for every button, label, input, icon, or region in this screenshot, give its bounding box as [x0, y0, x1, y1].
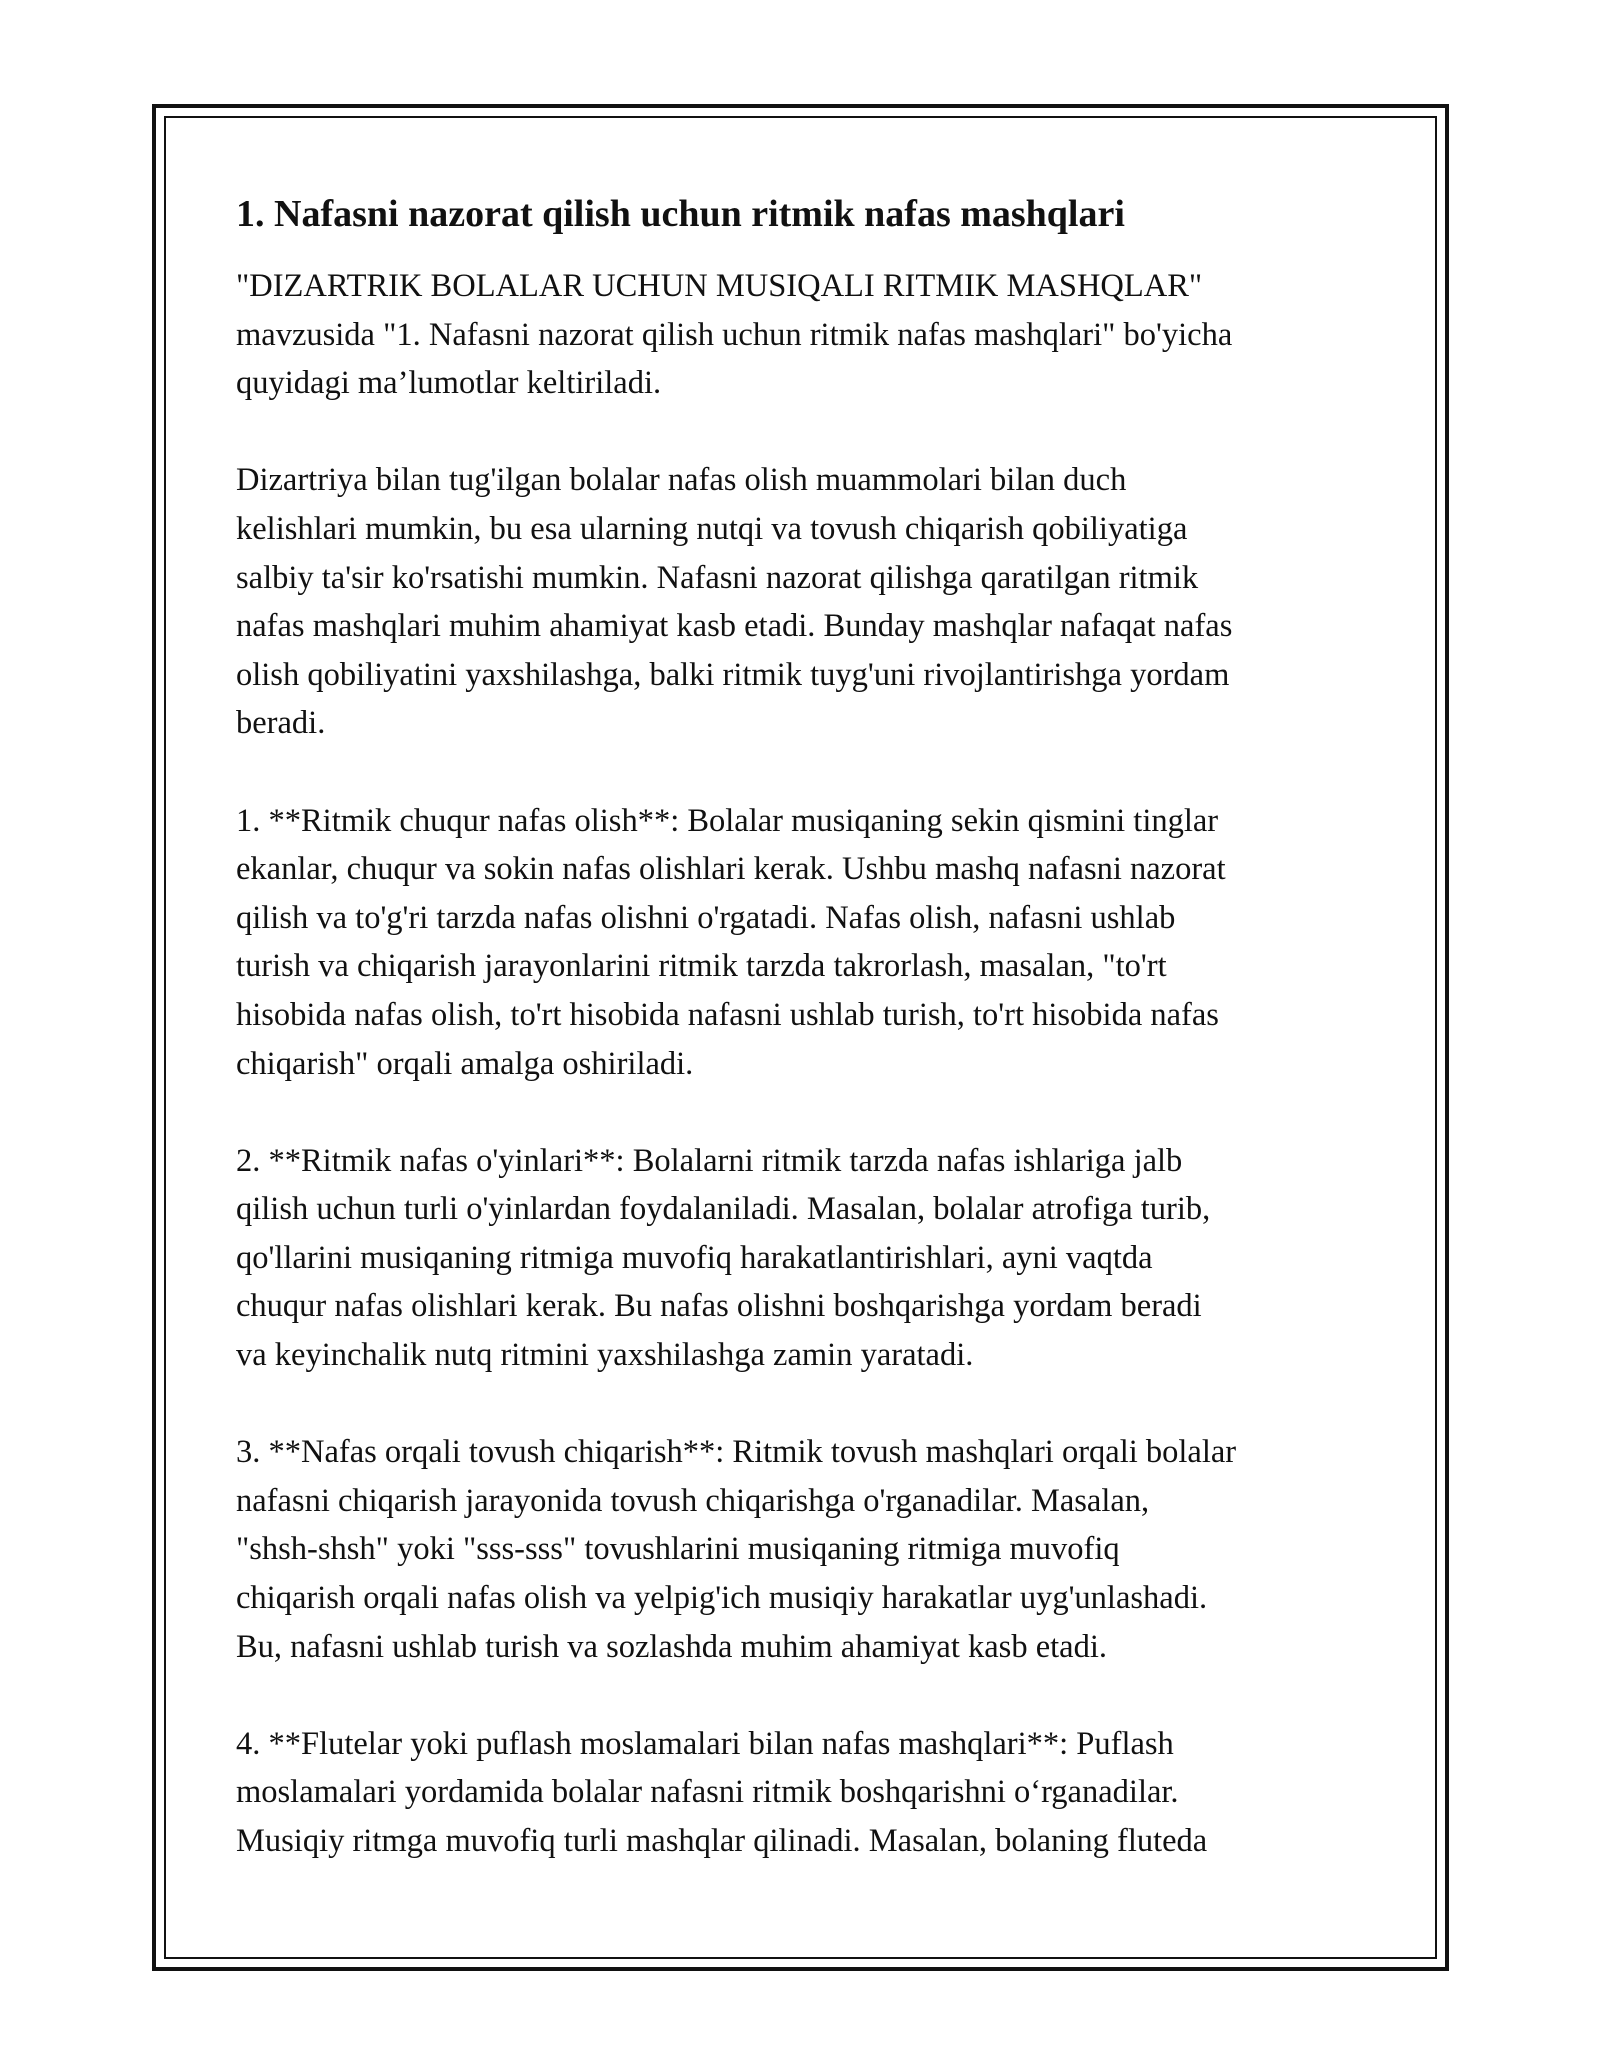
text-line: "shsh-shsh" yoki "sss-sss" tovushlarini musiqaning ritmiga muvofiq [236, 1531, 1120, 1568]
text-line: qilish uchun turli o'yinlardan foydalaniladi. Masalan, bolalar atrofiga turib, [236, 1191, 1211, 1228]
text-line: va keyinchalik nutq ritmini yaxshilashga zamin yaratadi. [236, 1337, 974, 1374]
paragraph-intro [236, 262, 1376, 408]
text-line: kelishlari mumkin, bu esa ularning nutqi va tovush chiqarish qobiliyatiga [236, 510, 1188, 547]
text-line: ekanlar, chuqur va sokin nafas olishlari kerak. Ushbu mashq nafasni nazorat [236, 851, 1226, 888]
paragraph-dizartriya [236, 456, 1376, 748]
paragraph-item-4 [236, 1720, 1376, 1866]
text-line: moslamalari yordamida bolalar nafasni ritmik boshqarishni o‘rganadilar. [236, 1774, 1179, 1811]
paragraph-item-3 [236, 1428, 1376, 1671]
text-line: olish qobiliyatini yaxshilashga, balki ritmik tuyg'uni rivojlantirishga yordam [236, 656, 1230, 693]
text-line: beradi. [236, 705, 326, 742]
paragraph-item-2 [236, 1137, 1376, 1380]
text-line: turish va chiqarish jarayonlarini ritmik tarzda takrorlash, masalan, "to'rt [236, 948, 1167, 985]
text-line: "DIZARTRIK BOLALAR UCHUN MUSIQALI RITMIK MASHQLAR" [236, 268, 1203, 304]
text-line: 3. **Nafas orqali tovush chiqarish**: Ritmik tovush mashqlari orqali bolalar [236, 1434, 1237, 1471]
text-line: nafas mashqlari muhim ahamiyat kasb etadi. Bunday mashqlar nafaqat nafas [236, 608, 1233, 645]
text-line: chiqarish" orqali amalga oshiriladi. [236, 1045, 694, 1082]
text-line: quyidagi ma’lumotlar keltiriladi. [236, 365, 662, 402]
text-line: 1. **Ritmik chuqur nafas olish**: Bolalar musiqaning sekin qismini tinglar [236, 802, 1219, 839]
text-line: salbiy ta'sir ko'rsatishi mumkin. Nafasni nazorat qilishga qaratilgan ritmik [236, 559, 1199, 596]
text-line: Dizartriya bilan tug'ilgan bolalar nafas olish muammolari bilan duch [236, 462, 1127, 499]
paragraph-item-1 [236, 797, 1376, 1089]
text-line: Musiqiy ritmga muvofiq turli mashqlar qilinadi. Masalan, bolaning fluteda [236, 1823, 1208, 1859]
text-line: nafasni chiqarish jarayonida tovush chiqarishga o'rganadilar. Masalan, [236, 1482, 1150, 1519]
text-line: qilish va to'g'ri tarzda nafas olishni o'rgatadi. Nafas olish, nafasni ushlab [236, 899, 1176, 936]
text-line: qo'llarini musiqaning ritmiga muvofiq harakatlantirishlari, ayni vaqtda [236, 1239, 1153, 1276]
text-line: mavzusida "1. Nafasni nazorat qilish uchun ritmik nafas mashqlari" bo'yicha [236, 316, 1233, 353]
text-line: chiqarish orqali nafas olish va yelpig'ich musiqiy harakatlar uyg'unlashadi. [236, 1580, 1208, 1617]
text-line: hisobida nafas olish, to'rt hisobida nafasni ushlab turish, to'rt hisobida nafas [236, 996, 1219, 1033]
document-body [236, 184, 1376, 1914]
text-line: 4. **Flutelar yoki puflash moslamalari bilan nafas mashqlari**: Puflash [236, 1725, 1174, 1762]
document-title: 1. Nafasni nazorat qilish uchun ritmik nafas mashqlari [236, 193, 1125, 235]
text-line: Bu, nafasni ushlab turish va sozlashda muhim ahamiyat kasb etadi. [236, 1628, 1107, 1665]
text-line: 2. **Ritmik nafas o'yinlari**: Bolalarni ritmik tarzda nafas ishlariga jalb [236, 1142, 1183, 1179]
text-line: chuqur nafas olishlari kerak. Bu nafas olishni boshqarishga yordam beradi [236, 1288, 1202, 1325]
